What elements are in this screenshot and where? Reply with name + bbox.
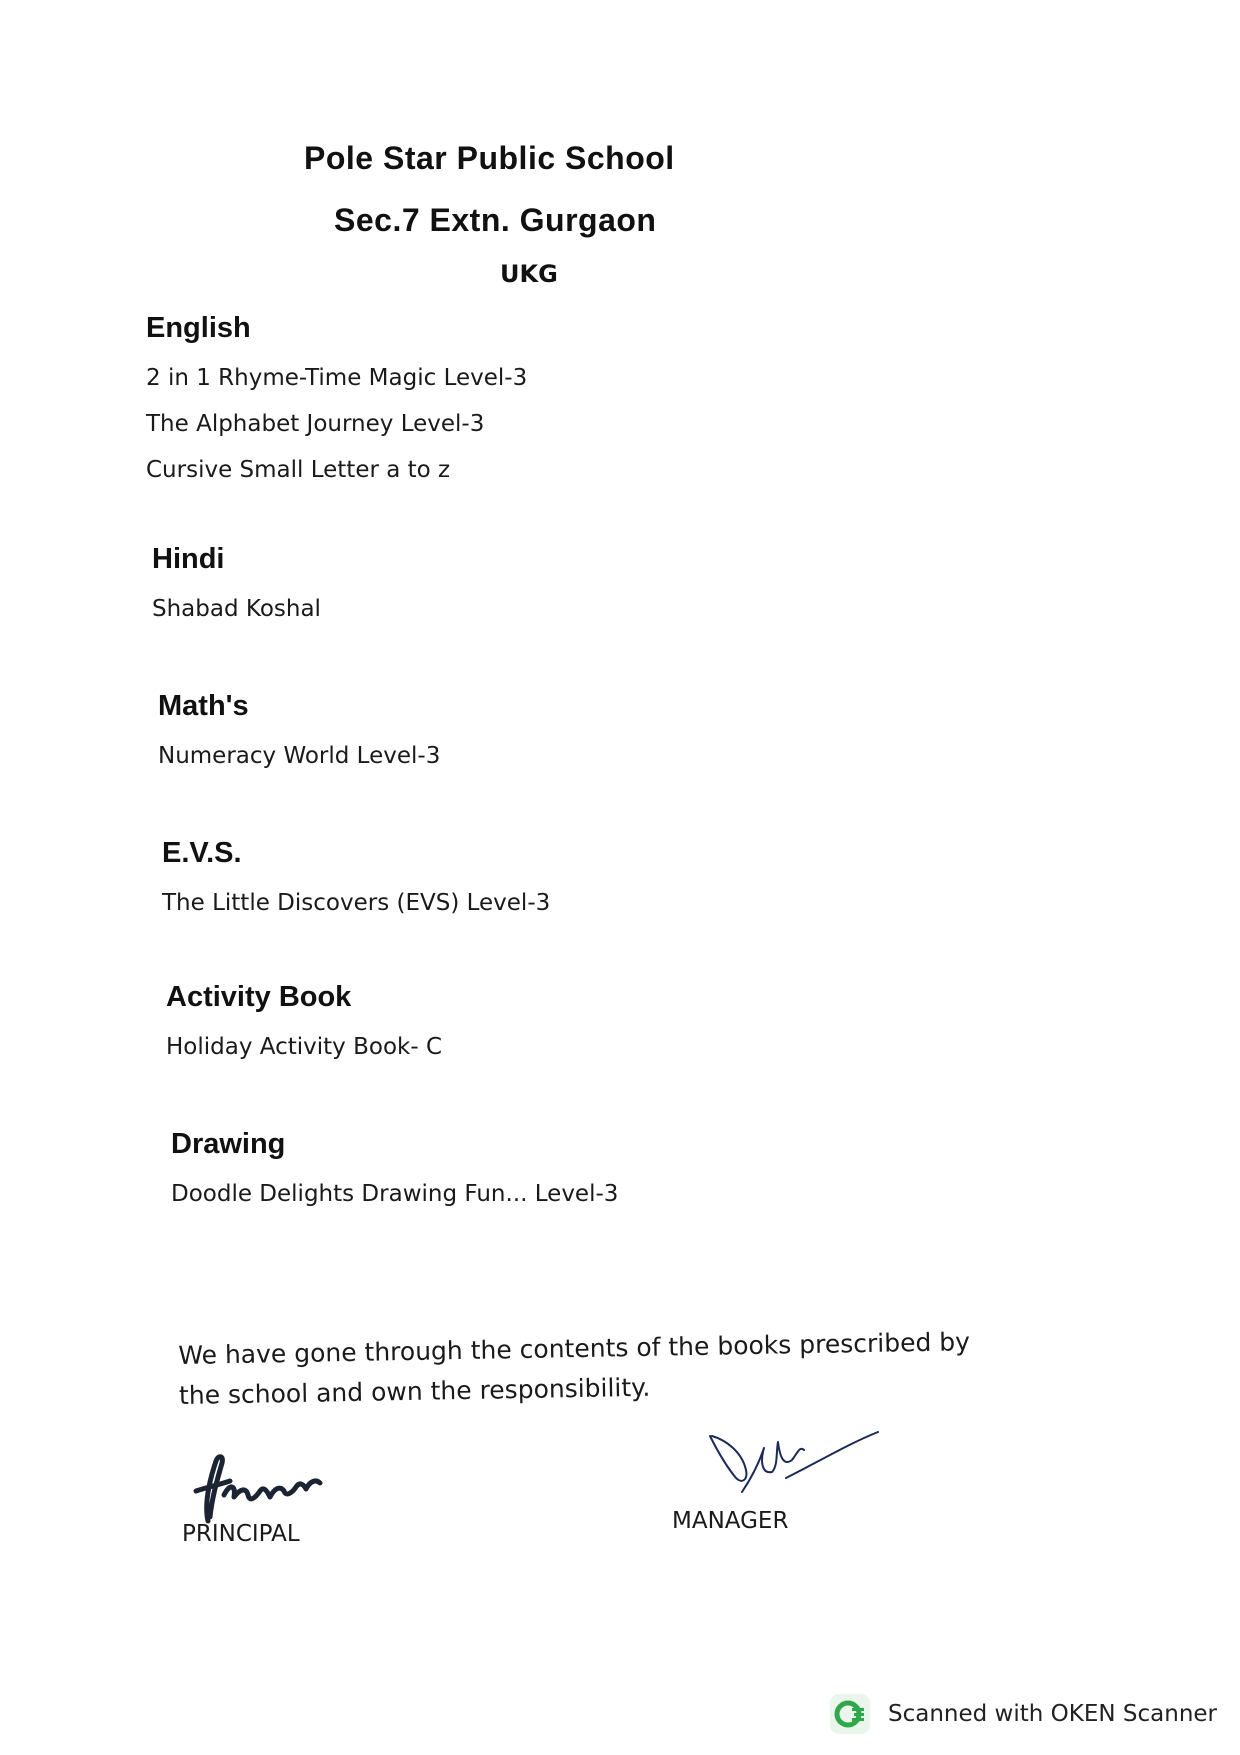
section-evs <box>162 837 962 926</box>
principal-signature-block <box>180 1455 380 1555</box>
section-title: E.V.S. <box>162 837 242 869</box>
manager-signature-block <box>670 1430 870 1534</box>
section-title: Hindi <box>152 543 225 575</box>
section-title: Math's <box>158 690 249 722</box>
section-title: English <box>146 312 251 344</box>
section-maths <box>158 690 958 779</box>
manager-label: MANAGER <box>672 1508 789 1534</box>
book-item: Shabad Koshal <box>152 596 321 622</box>
school-address: Sec.7 Extn. Gurgaon <box>334 202 657 238</box>
book-item: Doodle Delights Drawing Fun... Level-3 <box>171 1181 619 1207</box>
scanner-watermark <box>830 1694 1217 1734</box>
section-title: Drawing <box>171 1128 286 1160</box>
section-drawing <box>171 1128 971 1217</box>
scanner-label: Scanned with OKEN Scanner <box>888 1701 1217 1727</box>
oken-scanner-logo-icon <box>830 1694 870 1734</box>
class-label: UKG <box>500 260 558 288</box>
section-activity-book <box>166 981 966 1070</box>
book-item: The Alphabet Journey Level-3 <box>146 411 485 437</box>
book-item: Cursive Small Letter a to z <box>146 457 451 483</box>
book-item: Holiday Activity Book- C <box>166 1034 442 1060</box>
declaration-text: We have gone through the contents of the books prescribed by the school and own the responsibility. <box>178 1327 971 1410</box>
book-item: The Little Discovers (EVS) Level-3 <box>162 890 551 916</box>
school-name: Pole Star Public School <box>304 140 675 176</box>
book-item: Numeracy World Level-3 <box>158 743 441 769</box>
section-title: Activity Book <box>166 981 352 1013</box>
section-hindi <box>152 543 952 632</box>
book-item: 2 in 1 Rhyme-Time Magic Level-3 <box>146 365 528 391</box>
principal-signature <box>180 1451 350 1531</box>
section-english <box>146 312 946 493</box>
manager-signature <box>698 1422 888 1512</box>
principal-label: PRINCIPAL <box>182 1521 300 1547</box>
